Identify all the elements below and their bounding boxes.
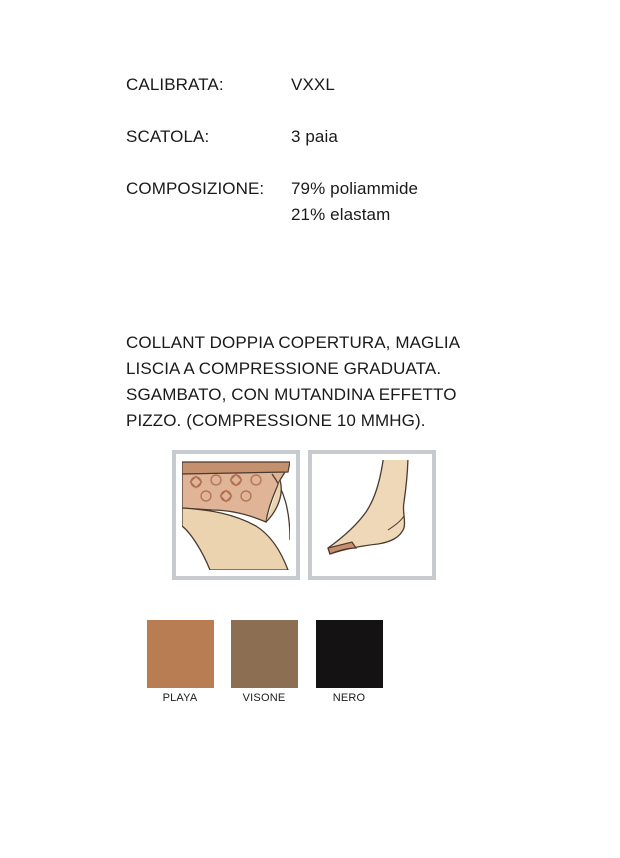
description-line: LISCIA A COMPRESSIONE GRADUATA.	[126, 359, 442, 378]
swatch-fill	[231, 620, 298, 688]
spec-label: CALIBRATA:	[126, 75, 224, 94]
description-line: PIZZO. (COMPRESSIONE 10 MMHG).	[126, 411, 426, 430]
description-line: COLLANT DOPPIA COPERTURA, MAGLIA	[126, 333, 461, 352]
spec-value: 79% poliammide	[291, 179, 419, 198]
swatch-fill	[147, 620, 214, 688]
swatch-fill	[316, 620, 383, 688]
spec-label: SCATOLA:	[126, 127, 210, 146]
color-swatch-visone	[231, 620, 298, 688]
lace-brief-icon	[172, 450, 300, 580]
spec-value: VXXL	[291, 75, 335, 94]
description-line: SGAMBATO, CON MUTANDINA EFFETTO	[126, 385, 457, 404]
spec-value: 3 paia	[291, 127, 338, 146]
reinforced-toe-icon	[308, 450, 436, 580]
swatch-label: NERO	[332, 692, 366, 704]
swatch-label: PLAYA	[162, 692, 198, 704]
spec-label: COMPOSIZIONE:	[126, 179, 265, 198]
color-swatch-playa	[147, 620, 214, 688]
color-swatch-nero	[316, 620, 383, 688]
swatch-label: VISONE	[242, 692, 286, 704]
spec-value: 21% elastam	[291, 205, 391, 224]
product-description	[126, 330, 506, 434]
